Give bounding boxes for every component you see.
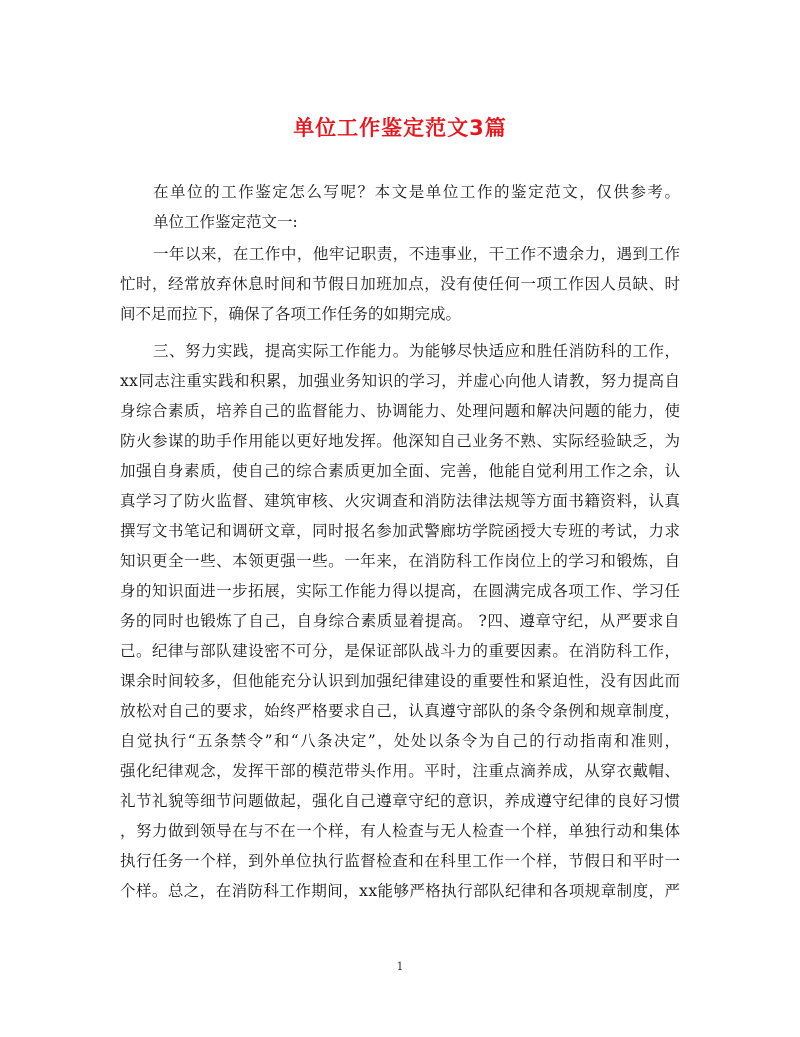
body-line-text: 忙时，经常放弃休息时间和节假日加班加点，没有使任何一项工作因人员缺、时 xyxy=(120,275,681,293)
body-line-text: 撰写文书笔记和调研文章，同时报名参加武警廊坊学院函授大专班的考试，力求 xyxy=(120,522,681,540)
body-line-text: 务的同时也锻炼了自己，自身综合素质显着提高。 ?四、遵章守纪，从严要求自 xyxy=(120,612,680,630)
body-line-text: 在单位的工作鉴定怎么写呢？本文是单位工作的鉴定范文，仅供参考。 xyxy=(153,183,682,201)
body-line-text: 加强自身素质，使自己的综合素质更加全面、完善，他能自觉利用工作之余，认 xyxy=(120,462,681,480)
body-line-text: 身的知识面进一步拓展，实际工作能力得以提高，在圆满完成各项工作、学习任 xyxy=(120,582,681,600)
body-line-text: 防火参谋的助手作用能以更好地发挥。他深知自己业务不熟、实际经验缺乏，为 xyxy=(120,432,681,450)
body-line-text: 礼节礼貌等细节问题做起，强化自己遵章守纪的意识，养成遵守纪律的良好习惯 xyxy=(120,792,681,810)
body-line-text: 放松对自己的要求，始终严格要求自己，认真遵守部队的条令条例和规章制度， xyxy=(120,702,681,720)
page-number: 1 xyxy=(396,960,404,973)
body-line-text: 课余时间较多，但他能充分认识到加强纪律建设的重要性和紧迫性，没有因此而 xyxy=(120,672,681,690)
body-line-text: 单位工作鉴定范文一: xyxy=(153,213,298,231)
document-title: 单位工作鉴定范文3篇 xyxy=(293,116,507,140)
body-line-text: 自觉执行“五条禁令”和“八条决定”，处处以条令为自己的行动指南和准则， xyxy=(120,732,682,750)
body-line-text: 个样。总之，在消防科工作期间，xx能够严格执行部队纪律和各项规章制度，严 xyxy=(120,882,681,900)
body-line-text: xx同志注重实践和积累，加强业务知识的学习，并虚心向他人请教，努力提高自 xyxy=(120,372,681,390)
body-line-text: 强化纪律观念，发挥干部的模范带头作用。平时，注重点滴养成，从穿衣戴帽、 xyxy=(120,762,681,780)
body-line-text: 一年以来，在工作中，他牢记职责，不违事业，干工作不遗余力，遇到工作 xyxy=(153,245,681,263)
body-line-text: 己。纪律与部队建设密不可分，是保证部队战斗力的重要因素。在消防科工作， xyxy=(120,642,681,660)
body-line-text: 知识更全一些、本领更强一些。一年来，在消防科工作岗位上的学习和锻炼，自 xyxy=(120,552,681,570)
body-line-text: 执行任务一个样，到外单位执行监督检查和在科里工作一个样，节假日和平时一 xyxy=(120,852,681,870)
body-line-text: 真学习了防火监督、建筑审核、火灾调查和消防法律法规等方面书籍资料，认真 xyxy=(120,492,681,510)
body-line-text: 间不足而拉下，确保了各项工作任务的如期完成。 xyxy=(120,305,462,323)
body-line-text: 身综合素质，培养自己的监督能力、协调能力、处理问题和解决问题的能力，使 xyxy=(120,402,681,420)
body-line-text: 三、努力实践，提高实际工作能力。为能够尽快适应和胜任消防科的工作， xyxy=(153,342,681,360)
body-line-text: ，努力做到领导在与不在一个样，有人检查与无人检查一个样，单独行动和集体 xyxy=(120,822,681,840)
